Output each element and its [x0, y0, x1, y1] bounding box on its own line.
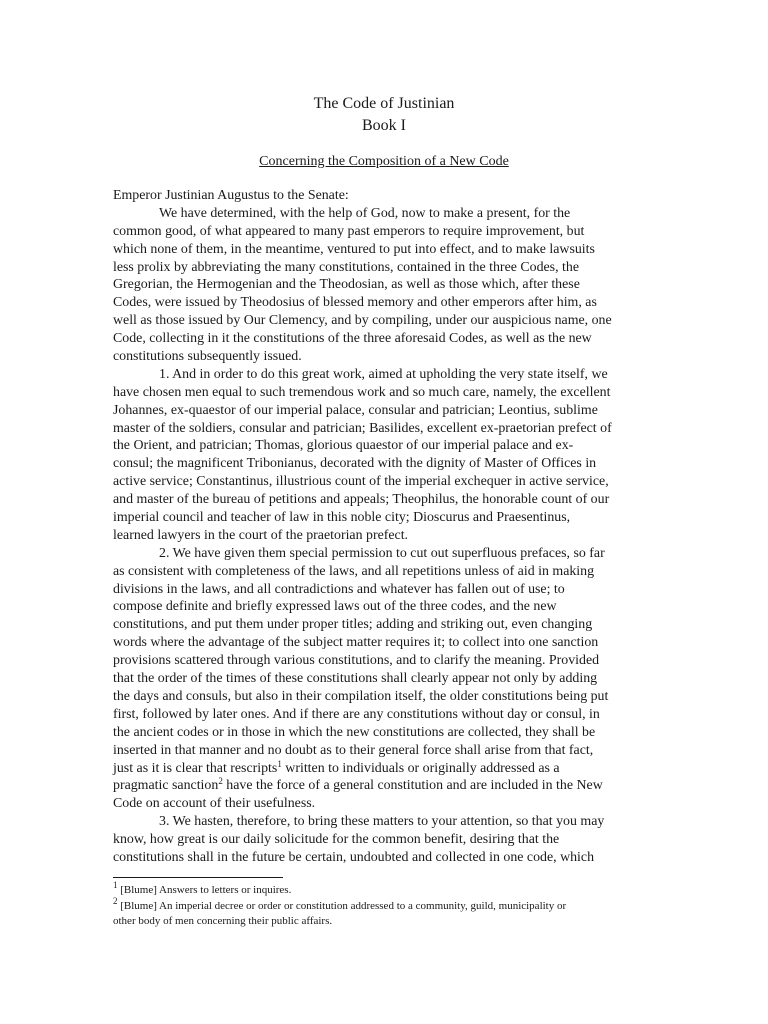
text-line-content: that the order of the times of these constitutions shall clearly appear not only by adding	[113, 671, 598, 687]
text-line-content: common good, of what appeared to many past emperors to require improvement, but	[113, 223, 585, 239]
text-line	[113, 831, 673, 849]
text-line-content: imperial council and teacher of law in this noble city; Dioscurus and Praesentinus,	[113, 510, 571, 526]
text-line	[113, 509, 673, 527]
text-line-content: which none of them, in the meantime, ventured to put into effect, and to make lawsuits	[113, 241, 595, 257]
text-line	[113, 402, 673, 420]
text-line-content: Gregorian, the Hermogenian and the Theodosian, as well as those which, after these	[113, 277, 580, 293]
text-line-content: well as those issued by Our Clemency, and by compiling, under our auspicious name, one	[113, 313, 612, 329]
text-line	[113, 366, 673, 384]
text-line	[113, 437, 673, 455]
text-line	[113, 455, 673, 473]
text-line-content: have chosen men equal to such tremendous work and so much care, namely, the excellent	[113, 384, 611, 400]
text-line-content: Johannes, ex-quaestor of our imperial palace, consular and patrician; Leontius, sublime	[113, 402, 598, 418]
text-line	[113, 545, 673, 563]
text-line	[113, 187, 673, 205]
text-line-content: first, followed by later ones. And if there are any constitutions without day or consul, in	[113, 706, 600, 722]
footnote	[113, 895, 713, 915]
text-line	[113, 420, 673, 438]
text-line	[113, 777, 673, 795]
text-line	[113, 724, 673, 742]
footnote-number: 1	[113, 880, 118, 890]
text-line	[113, 760, 673, 778]
text-line-content: know, how great is our daily solicitude for the common benefit, desiring that the	[113, 832, 560, 848]
text-line	[113, 259, 673, 277]
text-line	[113, 491, 673, 509]
text-line-continuation: have the force of a general constitution and are included in the New	[222, 778, 603, 794]
document-title: The Code of Justinian	[313, 95, 455, 112]
text-line	[113, 348, 673, 366]
section-heading: Concerning the Composition of a New Code	[259, 154, 509, 169]
text-line	[113, 581, 673, 599]
text-line	[113, 330, 673, 348]
text-line	[113, 813, 673, 831]
footnote-text: [Blume] Answers to letters or inquires.	[117, 884, 292, 896]
text-line-content: master of the soldiers, consular and patrician; Basilides, excellent ex-praetorian prefect of	[113, 420, 612, 436]
body-text	[113, 187, 673, 867]
text-line	[113, 706, 673, 724]
text-line	[113, 312, 673, 330]
footnote-text: [Blume] An imperial decree or order or constitution addressed to a community, guild, municipality or	[117, 899, 567, 912]
text-line-content: Code on account of their usefulness.	[113, 796, 316, 812]
text-line	[113, 276, 673, 294]
text-line-content: 3. We hasten, therefore, to bring these matters to your attention, so that you may	[159, 814, 605, 830]
text-line-content: Codes, were issued by Theodosius of blessed memory and other emperors after him, as	[113, 295, 597, 311]
text-line-content: the days and consuls, but also in their compilation itself, the older constitutions being put	[113, 688, 609, 704]
text-line-content: inserted in that manner and no doubt as to their general force shall arise from that fact,	[113, 742, 594, 758]
text-line-content: 1. And in order to do this great work, aimed at upholding the very state itself, we	[159, 366, 608, 382]
text-line-content: the ancient codes or in those in which the new constitutions are collected, they shall be	[113, 724, 596, 740]
footnote-separator	[113, 877, 283, 878]
text-line-content: less prolix by abbreviating the many constitutions, contained in the three Codes, the	[113, 259, 580, 275]
text-line-content: 2. We have given them special permission to cut out superfluous prefaces, so far	[159, 545, 605, 561]
text-line-content: just as it is clear that rescripts	[113, 760, 278, 776]
footnotes	[113, 880, 713, 930]
text-line-content: Code, collecting in it the constitutions of the three aforesaid Codes, as well as the new	[113, 331, 592, 347]
text-line	[113, 634, 673, 652]
text-line-content: consul; the magnificent Tribonianus, decorated with the dignity of Master of Offices in	[113, 456, 597, 472]
text-line-content: words where the advantage of the subject matter requires it; to collect into one sanction	[113, 635, 599, 651]
text-line	[113, 742, 673, 760]
text-line	[113, 616, 673, 634]
text-line	[113, 527, 673, 545]
text-line	[113, 670, 673, 688]
text-line	[113, 563, 673, 581]
text-line	[113, 205, 673, 223]
text-line-content: as consistent with completeness of the laws, and all repetitions unless of aid in making	[113, 563, 595, 579]
footnote	[113, 880, 713, 899]
footnote-text: other body of men concerning their public affairs.	[113, 915, 333, 927]
text-line-content: Emperor Justinian Augustus to the Senate:	[113, 188, 349, 203]
text-line	[113, 294, 673, 312]
text-line-content: We have determined, with the help of God, now to make a present, for the	[159, 205, 571, 221]
book-heading: Book I	[362, 117, 406, 134]
footnote-reference[interactable]: 1	[277, 758, 282, 769]
text-line-content: learned lawyers in the court of the praetorian prefect.	[113, 527, 409, 543]
text-line-content: compose definite and briefly expressed laws out of the three codes, and the new	[113, 599, 557, 615]
text-line-content: pragmatic sanction	[113, 778, 219, 794]
text-line-content: constitutions, and put them under proper titles; adding and striking out, even changing	[113, 617, 593, 633]
text-line-content: active service; Constantinus, illustrious count of the imperial exchequer in active service,	[113, 474, 609, 490]
text-line	[113, 223, 673, 241]
text-line-content: the Orient, and patrician; Thomas, glorious quaestor of our imperial palace and ex-	[113, 438, 574, 454]
text-line	[113, 598, 673, 616]
text-line-content: constitutions shall in the future be certain, undoubted and collected in one code, which	[113, 849, 595, 865]
text-line	[113, 241, 673, 259]
text-line-content: constitutions subsequently issued.	[113, 349, 302, 365]
text-line	[113, 795, 673, 813]
footnote-reference[interactable]: 2	[218, 776, 223, 787]
text-line	[113, 384, 673, 402]
text-line-continuation: written to individuals or originally addressed as a	[281, 760, 560, 776]
text-line	[113, 473, 673, 491]
text-line-content: divisions in the laws, and all contradictions and whatever has fallen out of use; to	[113, 581, 565, 597]
text-line	[113, 849, 673, 867]
text-line	[113, 688, 673, 706]
text-line	[113, 652, 673, 670]
text-line-content: and master of the bureau of petitions and appeals; Theophilus, the honorable count of our	[113, 492, 610, 508]
footnote-number: 2	[113, 895, 118, 906]
footnote	[113, 914, 713, 930]
text-line-content: provisions scattered through various constitutions, and to clarify the meaning. Provided	[113, 653, 600, 669]
